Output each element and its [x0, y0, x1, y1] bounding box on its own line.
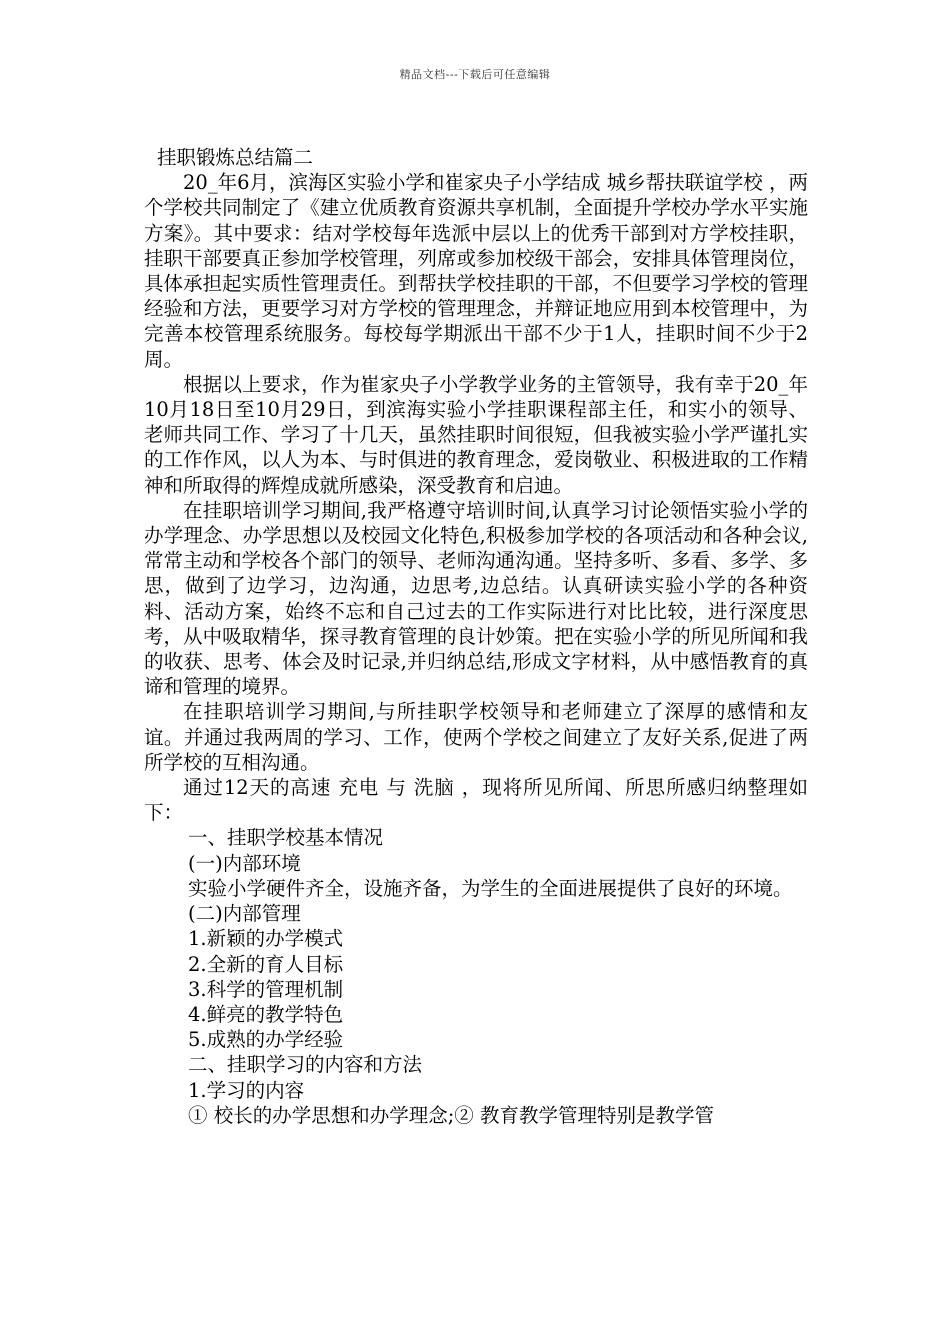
list-item: 1.新颖的办学模式 — [188, 927, 344, 951]
list-item: 5.成熟的办学经验 — [188, 1028, 344, 1052]
section-heading-2: 二、挂职学习的内容和方法 — [188, 1053, 423, 1077]
list-item: 4.鲜亮的教学特色 — [188, 1002, 344, 1026]
subheading-study-content: 1.学习的内容 — [188, 1078, 305, 1102]
list-item: 3.科学的管理机制 — [188, 977, 344, 1001]
list-item: 2.全新的育人目标 — [188, 952, 344, 976]
subheading-internal-environment: (一)内部环境 — [188, 851, 301, 875]
paragraph-1: 20_年6月，滨海区实验小学和崔家央子小学结成 城乡帮扶联谊学校 ，两个学校共同制定了《建立优质教育资源共享机制，全面提升学校办学水平实施方案》。其中要求：结对学校每年选派中层以上的优秀干部到对方学校挂职，挂职干部要真正参加学校管理，列席或参加校级干部会，安排具体管理岗位，具体承担起实质性管理责任。到帮扶学校挂职的干部，不但要学习学校的管理经验和方法，更要学习对方学校的管理理念，并辩证地应用到本校管理中，为完善本校管理系统服务。每校每学期派出干部不少于1人，挂职时间不少于2周。 — [144, 171, 808, 371]
paragraph-2: 根据以上要求，作为崔家央子小学教学业务的主管领导，我有幸于20_年10月18日至10月29日，到滨海实验小学挂职课程部主任，和实小的领导、老师共同工作、学习了十几天，虽然挂职时间很短，但我被实验小学严谨扎实的工作作风，以人为本、与时俱进的教育理念，爱岗敬业、积极进取的工作精神和所取得的辉煌成就所感染，深受教育和启迪。 — [144, 372, 808, 497]
paragraph-4: 在挂职培训学习期间,与所挂职学校领导和老师建立了深厚的感情和友谊。并通过我两周的学习、工作，使两个学校之间建立了友好关系,促进了两所学校的互相沟通。 — [144, 700, 808, 774]
paragraph-3: 在挂职培训学习期间,我严格遵守培训时间,认真学习讨论领悟实验小学的办学理念、办学思想以及校园文化特色,积极参加学校的各项活动和各种会议,常常主动和学校各个部门的领导、老师沟通沟通。坚持多听、多看、多学、多思，做到了边学习，边沟通，边思考,边总结。认真研读实验小学的各种资料、活动方案，始终不忘和自己过去的工作实际进行对比比较，进行深度思考，从中吸取精华，探寻教育管理的良计妙策。把在实验小学的所见所闻和我的收获、思考、体会及时记录,并归纳总结,形成文字材料，从中感悟教育的真谛和管理的境界。 — [144, 498, 808, 699]
paragraph-5: 通过12天的高速 充电 与 洗脑 ，现将所见所闻、所思所感归纳整理如下： — [144, 776, 808, 825]
paragraph-study-content: ① 校长的办学思想和办学理念;② 教育教学管理特别是教学管 — [188, 1103, 714, 1127]
subheading-internal-management: (二)内部管理 — [188, 902, 301, 926]
page-header: 精品文档---下载后可任意编辑 — [399, 68, 551, 81]
document-body — [144, 145, 808, 1128]
document-title: 挂职锻炼总结篇二 — [157, 146, 314, 169]
section-heading-1: 一、挂职学校基本情况 — [188, 826, 384, 850]
paragraph-environment: 实验小学硬件齐全，设施齐备，为学生的全面进展提供了良好的环境。 — [188, 876, 793, 900]
